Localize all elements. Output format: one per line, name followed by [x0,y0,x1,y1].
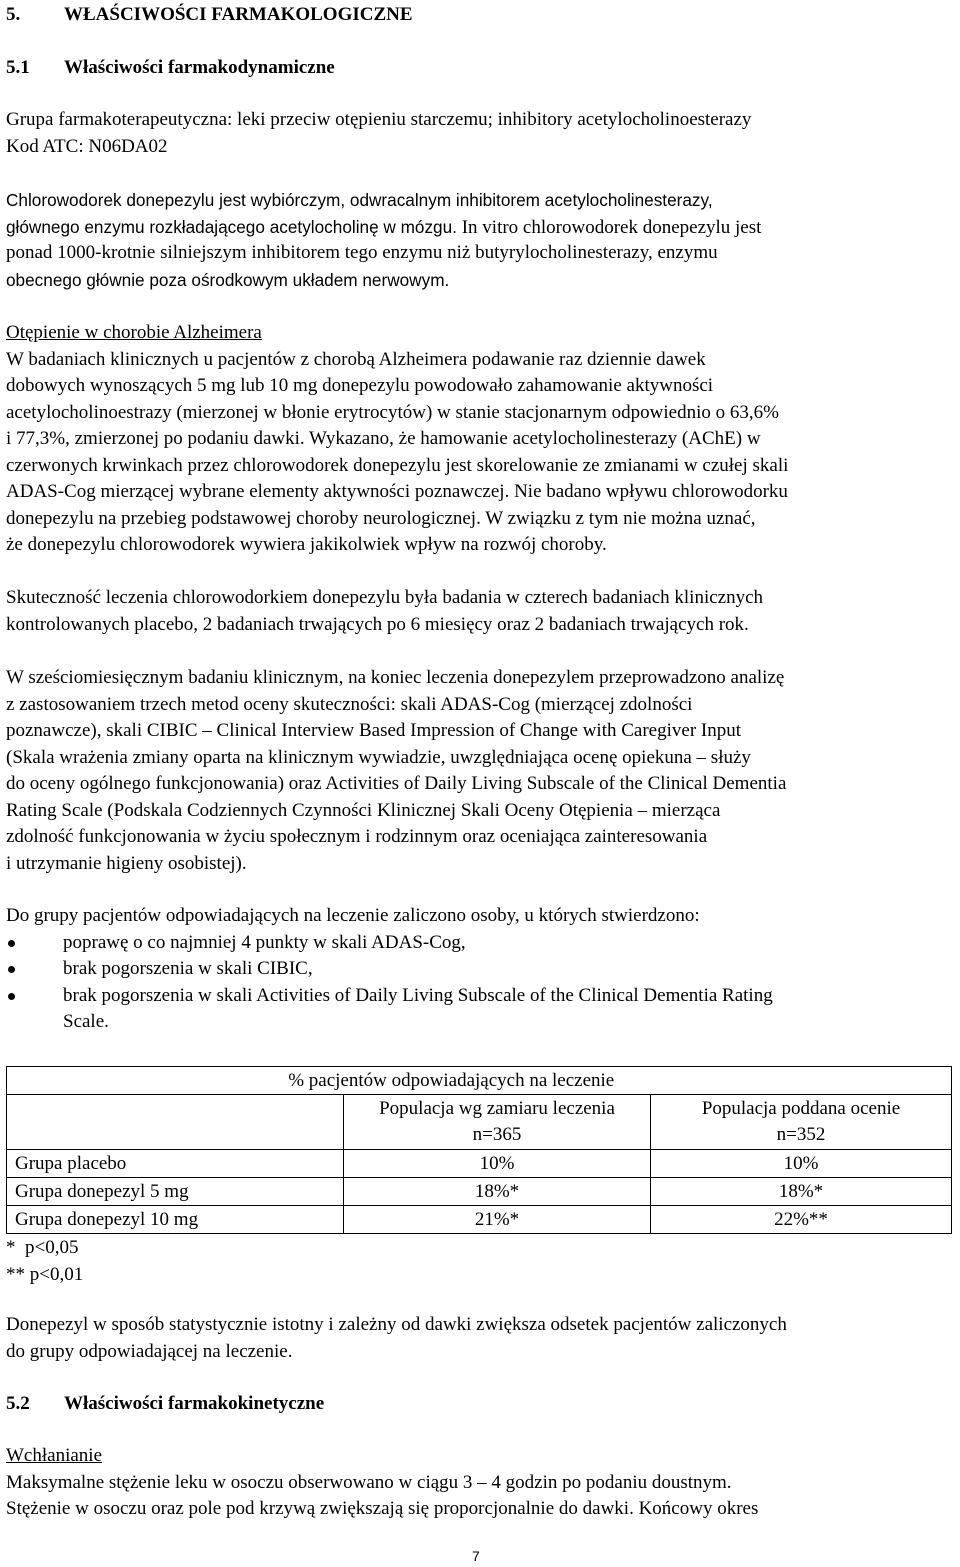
table-cell: 18%* [344,1178,651,1206]
table-footnotes [6,1235,83,1288]
subsection-heading: Wchłanianie [6,1445,103,1466]
table-cell: Grupa donepezyl 5 mg [7,1178,344,1206]
text-line: że donepezylu chlorowodorek wywiera jakikolwiek wpływ na rozwój choroby. [6,534,607,555]
text-line: Donepezyl w sposób statystycznie istotny i zależny od dawki zwiększa odsetek pacjentów zaliczonych [6,1314,787,1335]
table-row [7,1150,952,1178]
text-line: ADAS-Cog mierzącej wybrane elementy aktywności poznawczej. Nie badano wpływu chlorowodorku [6,481,788,502]
list-item-text: Scale. [63,1011,109,1032]
conclusion-paragraph [6,1312,950,1365]
table-cell: 10% [651,1150,952,1178]
six-month-study-paragraph [6,665,950,877]
list-item [6,983,950,1036]
footnote: ** p<0,01 [6,1263,84,1285]
text-line: ponad 1000-krotnie silniejszym inhibitorem tego enzymu niż butyrylocholinesterazy, enzymu [6,242,718,263]
caption-text: % pacjentów odpowiadających na leczenie [288,1069,615,1091]
header-text: n=365 [472,1124,522,1145]
section-title: Właściwości farmakodynamiczne [64,57,335,78]
page-number: 7 [472,1548,480,1564]
table-caption [288,1067,952,1095]
text-line: Kod ATC: N06DA02 [6,135,168,157]
section-title: WŁAŚCIWOŚCI FARMAKOLOGICZNE [64,4,413,25]
section-5-2-heading [6,1391,324,1418]
table-row [7,1178,952,1206]
text-line: W sześciomiesięcznym badaniu klinicznym, na koniec leczenia donepezylem przeprowadzono analizę [6,667,785,688]
header-text: Populacja poddana ocenie [701,1098,901,1119]
text-line: Maksymalne stężenie leku w osoczu obserwowano w ciągu 3 – 4 godzin po podaniu doustnym. [6,1471,732,1493]
list-item-text: brak pogorszenia w skali Activities of Daily Living Subscale of the Clinical Dementia Rating [63,984,773,1006]
section-5-1-heading [6,55,335,82]
section-number: 5. [6,4,21,25]
subsection-heading: Otępienie w chorobie Alzheimera [6,322,262,343]
header-text: n=352 [776,1124,826,1145]
list-item [6,956,950,983]
section-number: 5.1 [6,57,30,78]
table-cell [7,1095,344,1150]
efficacy-paragraph [6,585,950,638]
text-line: czerwonych krwinkach przez chlorowodorek donepezylu jest skorelowanie ze zmianami w czułej skali [6,454,789,476]
text-line: kontrolowanych placebo, 2 badaniach trwających po 6 miesięcy oraz 2 badaniach trwających rok. [6,613,749,635]
text-line: Do grupy pacjentów odpowiadających na leczenie zaliczono osoby, u których stwierdzono: [6,905,700,926]
text-line: głównego enzymu rozkładającego acetylocholinę w mózgu. [6,216,457,237]
list-item-text: poprawę o co najmniej 4 punkty w skali ADAS-Cog, [63,931,466,953]
bullet-icon [8,940,15,947]
mechanism-paragraph [6,187,950,293]
table-row [7,1067,952,1095]
criteria-list [6,930,950,1036]
list-item-text: brak pogorszenia w skali CIBIC, [63,958,313,979]
text-line: i utrzymanie higieny osobistej). [6,852,247,874]
list-item [6,930,950,957]
text-line: Grupa farmakoterapeutyczna: leki przeciw otępieniu starczemu; inhibitory acetylocholinoesterazy [6,109,752,130]
text-line: donepezylu na przebieg podstawowej choroby neurologicznej. W związku z tym nie można uznać, [6,507,756,529]
text-line: W badaniach klinicznych u pacjentów z chorobą Alzheimera podawanie raz dziennie dawek [6,348,706,370]
table-cell: 10% [344,1150,651,1178]
table-cell: 22%** [651,1206,952,1234]
table-cell: Grupa donepezyl 10 mg [7,1206,344,1234]
table-cell: Grupa placebo [7,1150,344,1178]
section-title: Właściwości farmakokinetyczne [64,1393,325,1414]
section-number: 5.2 [6,1393,30,1414]
text-line: Skuteczność leczenia chlorowodorkiem donepezylu była badania w czterech badaniach klinicznych [6,587,764,608]
bullet-icon [8,993,15,1000]
text-line: obecnego głównie poza ośrodkowym układem nerwowym. [6,269,450,290]
footnote: * p<0,05 [6,1237,79,1258]
text-line: In vitro chlorowodorek donepezylu jest [461,216,762,238]
text-line: Rating Scale (Podskala Codziennych Czynności Klinicznej Skali Oceny Otępienia – mierząca [6,799,721,821]
table-cell: 18%* [651,1178,952,1206]
bullet-icon [8,966,15,973]
text-line: poznawcze), skali CIBIC – Clinical Interview Based Impression of Change with Caregiver Input [6,720,741,741]
text-line: dobowych wynoszących 5 mg lub 10 mg donepezylu powodowało zahamowanie aktywności [6,375,714,396]
pharmacotherapeutic-group [6,107,950,160]
text-line: zdolność funkcjonowania w życiu społecznym i rodzinnym oraz oceniająca zainteresowania [6,826,708,847]
section-5-heading [6,2,413,29]
text-line: Chlorowodorek donepezylu jest wybiórczym, odwracalnym inhibitorem acetylocholinesterazy, [6,190,713,210]
text-line: do oceny ogólnego funkcjonowania) oraz Activities of Daily Living Subscale of the Clinical Dementia [6,773,787,794]
alzheimer-section [6,320,950,559]
text-line: z zastosowaniem trzech metod oceny skuteczności: skali ADAS-Cog (mierzącej zdolności [6,693,693,715]
text-line: (Skala wrażenia zmiany oparta na klinicznym wywiadzie, uwzględniająca ocenę opiekuna – służy [6,746,751,768]
text-line: acetylocholinoestrazy (mierzonej w błonie erytrocytów) w stanie stacjonarnym odpowiednio o 63,6% [6,401,779,423]
table-row [7,1095,952,1150]
text-line: do grupy odpowiadającej na leczenie. [6,1340,293,1362]
text-line: Stężenie w osoczu oraz pole pod krzywą zwiększają się proporcjonalnie do dawki. Końcowy okres [6,1498,759,1519]
table-row [7,1206,952,1234]
absorption-section [6,1443,950,1523]
table-cell: 21%* [344,1206,651,1234]
responder-table [6,1066,952,1234]
table-header-cell [651,1095,952,1150]
text-line: i 77,3%, zmierzonej po podaniu dawki. Wykazano, że hamowanie acetylocholinesterazy (AChE) w [6,428,761,449]
table-header-cell [344,1095,651,1150]
responder-criteria [6,903,950,1036]
header-text: Populacja wg zamiaru leczenia [379,1098,615,1119]
